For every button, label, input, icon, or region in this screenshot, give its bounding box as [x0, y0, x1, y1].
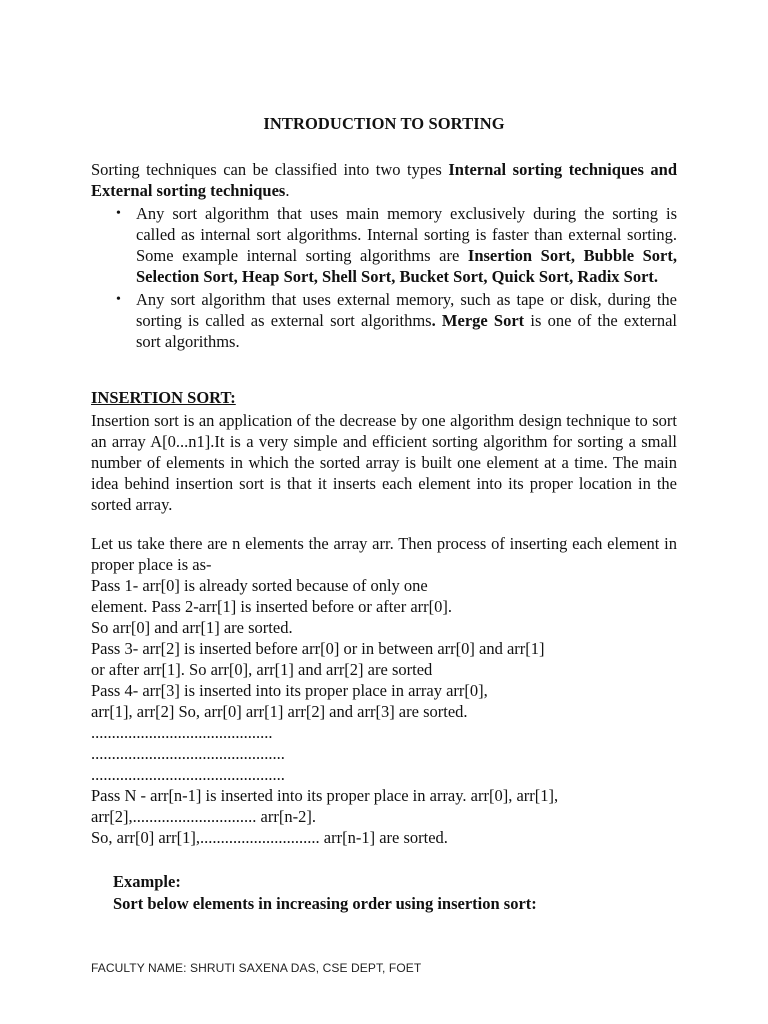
pass-line: Pass 1- arr[0] is already sorted because of only one: [91, 576, 428, 595]
pass-line: arr[2],.............................. arr[n-2].: [91, 807, 316, 826]
pass-line: Pass 3- arr[2] is inserted before arr[0] or in between arr[0] and arr[1]: [91, 639, 545, 658]
list-item: [91, 203, 677, 287]
pass-line: ...............................................: [91, 765, 285, 784]
list-item: [91, 289, 677, 352]
example-block: [113, 871, 537, 915]
pass-line: ............................................: [91, 723, 273, 742]
intro-bold: Internal sorting techniques and External sorting techniques: [91, 160, 677, 200]
pass-line: Pass N - arr[n-1] is inserted into its proper place in array. arr[0], arr[1],: [91, 786, 559, 805]
pass-line: or after arr[1]. So arr[0], arr[1] and arr[2] are sorted: [91, 660, 433, 679]
intro-text: Sorting techniques can be classified into two types: [91, 160, 449, 179]
pass-line: arr[1], arr[2] So, arr[0] arr[1] arr[2] and arr[3] are sorted.: [91, 702, 468, 721]
bullet-bold: . Merge Sort: [431, 311, 525, 330]
pass-line: Pass 4- arr[3] is inserted into its proper place in array arr[0],: [91, 681, 488, 700]
bullet-text: Any sort algorithm that uses main memory exclusively during the sorting is called as internal sort algorithms. Internal sorting is faster than external sorting. Some example internal sorting algorithms are: [136, 204, 677, 265]
intro-paragraph: [91, 159, 677, 201]
bullet-icon: •: [116, 206, 121, 221]
bullet-bold: Insertion Sort, Bubble Sort, Selection Sort, Heap Sort, Shell Sort, Bucket Sort, Quick Sort, Radix Sort.: [136, 246, 677, 286]
pass-line: ...............................................: [91, 744, 285, 763]
bullet-icon: •: [116, 292, 121, 307]
page-footer: FACULTY NAME: SHRUTI SAXENA DAS, CSE DEPT, FOET: [91, 961, 422, 975]
intro-end: .: [285, 181, 290, 200]
bullet-text: Any sort algorithm that uses external memory, such as tape or disk, during the sorting is called as external sort algorithms: [136, 290, 677, 330]
process-intro-paragraph: Let us take there are n elements the array arr. Then process of inserting each element in proper place is as-: [91, 534, 677, 574]
page-title: INTRODUCTION TO SORTING: [263, 114, 505, 133]
pass-line: So, arr[0] arr[1],............................. arr[n-1] are sorted.: [91, 828, 448, 847]
insertion-sort-paragraph: Insertion sort is an application of the decrease by one algorithm design technique to sort an array A[0...n1].It is a very simple and efficient sorting algorithm for sorting a small number of elements in which the sorted array is built one element at a time. The main idea behind insertion sort is that it inserts each element into its proper location in the sorted array.: [91, 411, 677, 514]
example-task: Sort below elements in increasing order using insertion sort:: [113, 894, 537, 913]
pass-lines: [91, 575, 681, 848]
pass-line: So arr[0] and arr[1] are sorted.: [91, 618, 293, 637]
insertion-sort-heading: INSERTION SORT:: [91, 388, 236, 407]
pass-line: element. Pass 2-arr[1] is inserted before or after arr[0].: [91, 597, 453, 616]
bullet-end: is one of the external sort algorithms.: [136, 311, 678, 351]
example-label: Example:: [113, 872, 181, 891]
sorting-types-list: [91, 203, 677, 354]
